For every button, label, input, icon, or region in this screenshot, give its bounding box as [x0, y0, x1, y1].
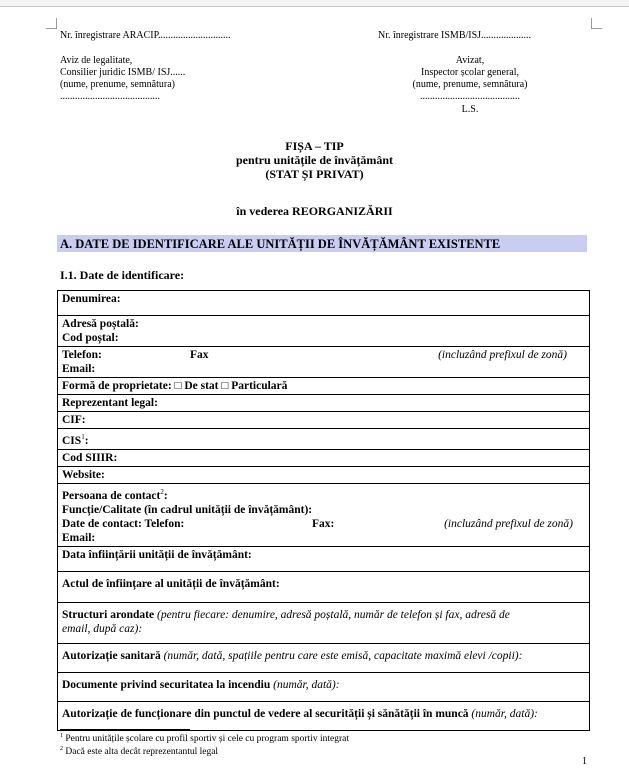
cis-colon: : — [84, 434, 89, 447]
table-row — [58, 602, 590, 643]
name-signature-label: (nume, prenume, semnătura) — [60, 79, 175, 90]
cis-cell[interactable] — [58, 429, 590, 450]
footnote-2-number: 2 — [60, 746, 63, 752]
form-purpose: în vederea REORGANIZĂRII — [236, 204, 393, 218]
page-number: 1 — [582, 756, 587, 767]
forma-cell[interactable] — [58, 378, 590, 395]
denumirea-label: Denumirea: — [62, 293, 121, 305]
footnote-1-text: Pentru unitățile școlare cu profil sportiv și cele cu program sportiv integrat — [65, 734, 349, 745]
table-row — [58, 378, 590, 395]
margin-corner-top-left — [46, 18, 57, 29]
name-signature-label: (nume, prenume, semnătura) — [412, 79, 528, 90]
contact-cell[interactable] — [58, 483, 590, 546]
table-row — [58, 701, 590, 730]
denumirea-cell[interactable] — [58, 291, 590, 316]
footnote-separator — [60, 729, 190, 730]
approved-label: Avizat, — [455, 55, 485, 66]
autorizatie-sanitara-cell[interactable] — [58, 643, 590, 672]
autorizatie-sanitara-note: (număr, dată, spațiile pentru care este emisă, capacitate maximă elevi /copii): — [163, 649, 523, 662]
structuri-note: (pentru fiecare: denumire, adresă poștală, număr de telefon și fax, adresă de — [156, 608, 510, 621]
email-label: Email: — [62, 363, 96, 375]
autorizatie-functionare-label: Autorizație de funcționare din punctul de vedere al securității și sănătății în muncă — [62, 707, 469, 720]
fax-label: Fax — [190, 349, 209, 361]
aracip-registration: Nr. înregistrare ARACIP............................. — [60, 30, 231, 41]
table-row — [58, 449, 590, 466]
footnote-1-number: 1 — [60, 733, 63, 739]
footnote-ref-2[interactable]: 2 — [160, 487, 164, 496]
legal-opinion-label: Aviz de legalitate, — [60, 55, 133, 66]
table-row — [58, 483, 590, 546]
reprezentant-cell[interactable] — [58, 395, 590, 412]
fax-contact-label: Fax: — [312, 517, 335, 530]
adresa-cell[interactable] — [58, 316, 590, 347]
table-row — [58, 291, 590, 316]
footnote-2 — [60, 746, 218, 757]
footnote-2-text: Dacă este alta decât reprezentantul legal — [65, 747, 219, 758]
form-title: FIȘA – TIP — [285, 139, 344, 153]
legal-counsel-label: Consilier juridic ISMB/ ISJ...... — [60, 67, 186, 78]
table-row — [58, 429, 590, 450]
section-a-heading: A. DATE DE IDENTIFICARE ALE UNITĂȚII DE ÎNVĂȚĂMÂNT EXISTENTE — [60, 237, 501, 251]
functie-label: Funcție/Calitate (în cadrul unității de învățământ): — [62, 503, 313, 516]
table-row — [58, 412, 590, 429]
persoana-contact-label: Persoana de contact — [62, 489, 161, 502]
ismb-registration: Nr. înregistrare ISMB/ISJ.................... — [378, 30, 532, 41]
margin-corner-top-right — [591, 18, 602, 29]
signature-line: ........................................ — [420, 91, 520, 102]
page-top-edge — [0, 0, 629, 7]
autorizatie-sanitara-label: Autorizație sanitară — [62, 649, 161, 662]
table-row — [58, 347, 590, 378]
table-row — [58, 643, 590, 672]
structuri-note-cont: email, după caz): — [62, 622, 143, 635]
reprezentant-label: Reprezentant legal: — [62, 397, 158, 409]
identification-table — [57, 290, 590, 731]
cif-cell[interactable] — [58, 412, 590, 429]
table-row — [58, 546, 590, 571]
date-contact-label: Date de contact: Telefon: — [62, 517, 185, 530]
persoana-colon: : — [163, 489, 168, 502]
form-type: (STAT ȘI PRIVAT) — [265, 167, 364, 181]
actul-cell[interactable] — [58, 571, 590, 602]
autorizatie-functionare-note: (număr, dată): — [471, 707, 538, 720]
telefon-note: (incluzând prefixul de zonă) — [438, 349, 567, 361]
legal-opinion-block — [60, 55, 185, 103]
footnote-1 — [60, 733, 349, 744]
cis-label: CIS — [62, 434, 82, 447]
table-row — [58, 316, 590, 347]
documente-incendiu-label: Documente privind securitatea la incendiu — [62, 678, 271, 691]
cod-siiir-cell[interactable] — [58, 449, 590, 466]
email-contact-label: Email: — [62, 531, 96, 544]
documente-incendiu-cell[interactable] — [58, 672, 590, 701]
structuri-label: Structuri arondate — [62, 608, 155, 621]
forma-proprietate-label: Formă de proprietate: □ De stat □ Particulară — [62, 380, 288, 392]
autorizatie-functionare-cell[interactable] — [58, 701, 590, 730]
form-subtitle: pentru unitățile de învățământ — [235, 153, 393, 167]
inspector-label: Inspector școlar general, — [420, 67, 519, 78]
subsection-heading: I.1. Date de identificare: — [60, 268, 185, 282]
seal-label: L.S. — [461, 104, 479, 115]
documente-incendiu-note: (număr, dată): — [273, 678, 340, 691]
cod-siiir-label: Cod SIIIR: — [62, 451, 118, 464]
adresa-label: Adresă poștală: — [62, 318, 139, 330]
website-label: Website: — [62, 468, 105, 481]
table-row — [58, 571, 590, 602]
approval-block — [400, 55, 540, 116]
table-row — [58, 466, 590, 483]
telefon-cell[interactable] — [58, 347, 590, 378]
table-row — [58, 672, 590, 701]
cif-label: CIF: — [62, 414, 86, 426]
footnote-ref-1[interactable]: 1 — [81, 433, 85, 441]
actul-infiintare-label: Actul de înființare al unității de învățământ: — [62, 577, 280, 590]
signature-line: ........................................ — [60, 91, 160, 102]
data-infiintarii-cell[interactable] — [58, 546, 590, 571]
structuri-cell[interactable] — [58, 602, 590, 643]
telefon-note-contact: (incluzând prefixul de zonă) — [444, 517, 573, 530]
table-row — [58, 395, 590, 412]
cod-postal-label: Cod poștal: — [62, 332, 119, 344]
telefon-label: Telefon: — [62, 349, 102, 361]
data-infiintarii-label: Data înființării unității de învățământ: — [62, 548, 252, 561]
website-cell[interactable] — [58, 466, 590, 483]
